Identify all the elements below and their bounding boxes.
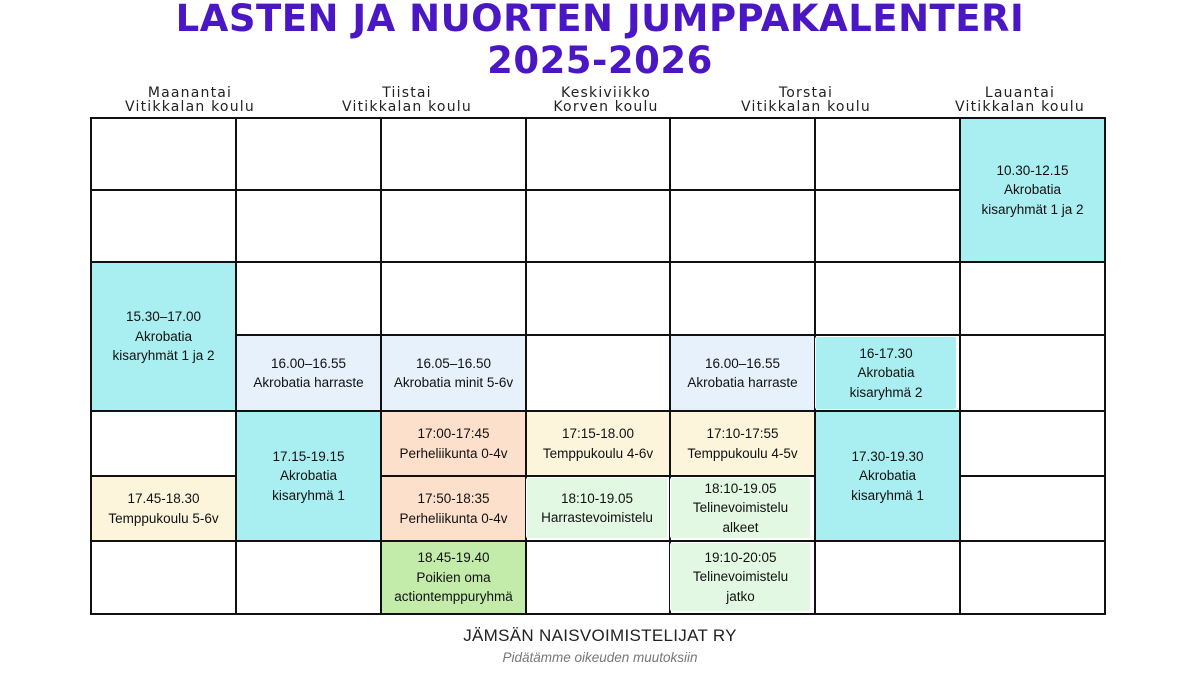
day-name: Lauantai <box>984 85 1056 101</box>
event-time: 19:10-20:05 <box>704 549 777 565</box>
event-time: 17:00-17:45 <box>417 426 490 441</box>
grid-cell <box>90 540 237 615</box>
grid-cell <box>90 117 237 191</box>
event-label: Akrobatia minit 5-6v <box>393 375 514 390</box>
event-label: kisaryhmä 1 <box>851 487 924 503</box>
event-label: kisaryhmä 2 <box>849 384 923 400</box>
event-time: 18:10-19.05 <box>704 480 777 496</box>
schedule-event <box>670 542 811 612</box>
event-time: 18.45-19.40 <box>417 550 490 566</box>
page-title: LASTEN JA NUORTEN JUMPPAKALENTERI <box>175 0 1025 40</box>
schedule-event <box>380 540 527 615</box>
grid-cell <box>380 117 527 191</box>
grid-cell <box>814 117 961 191</box>
event-label: Harrastevoimistelu <box>541 510 653 525</box>
grid-cell <box>814 189 961 263</box>
schedule-event <box>380 410 527 477</box>
grid-cell <box>90 410 237 477</box>
event-label: Temppukoulu 4-5v <box>687 445 798 461</box>
event-time: 17:15-18.00 <box>561 426 635 441</box>
event-label: Akrobatia harraste <box>253 375 364 390</box>
day-place: Vitikkalan koulu <box>125 99 255 115</box>
schedule-event <box>235 334 382 412</box>
day-place: Vitikkalan koulu <box>342 99 472 115</box>
grid-cell <box>814 261 961 336</box>
event-label: Akrobatia <box>134 328 193 344</box>
event-label: kisaryhmä 1 <box>272 487 345 503</box>
event-label: Poikien oma <box>416 569 491 585</box>
day-place: Korven koulu <box>553 99 659 115</box>
event-label: actiontemppuryhmä <box>394 589 513 605</box>
grid-cell <box>380 189 527 263</box>
event-label: Akrobatia <box>1003 182 1062 198</box>
event-label: Temppukoulu 5-6v <box>108 510 219 526</box>
event-time: 17:50-18:35 <box>417 491 490 506</box>
event-time: 16.05–16.50 <box>415 355 492 371</box>
grid-cell <box>669 117 816 191</box>
event-label: alkeet <box>722 519 759 535</box>
day-name: Keskiviikko <box>561 85 651 101</box>
event-time: 10.30-12.15 <box>996 162 1069 178</box>
event-label: Akrobatia <box>279 468 338 484</box>
grid-cell <box>959 410 1106 477</box>
schedule-event <box>670 477 811 539</box>
event-label: kisaryhmät 1 ja 2 <box>112 348 215 364</box>
event-label: Akrobatia <box>857 365 915 381</box>
grid-cell <box>959 540 1106 615</box>
page-subtitle-season: 2025-2026 <box>487 39 713 82</box>
day-place: Vitikkalan koulu <box>955 99 1085 115</box>
grid-cell <box>235 540 382 615</box>
schedule-event <box>90 261 237 412</box>
event-label: Perheliikunta 0-4v <box>399 445 508 461</box>
event-label: kisaryhmät 1 ja 2 <box>981 201 1084 217</box>
grid-cell <box>959 334 1106 412</box>
schedule-event <box>525 410 671 477</box>
event-label: Telinevoimistelu <box>692 500 789 516</box>
grid-cell <box>235 261 382 336</box>
event-time: 17:10-17:55 <box>706 426 779 441</box>
event-time: 17.45-18.30 <box>127 491 200 506</box>
schedule-event <box>380 475 527 542</box>
grid-cell <box>959 475 1106 542</box>
grid-cell <box>525 189 671 263</box>
schedule-event <box>814 410 961 542</box>
grid-cell <box>814 540 961 615</box>
event-time: 17.15-19.15 <box>272 448 345 464</box>
grid-cell <box>669 189 816 263</box>
event-time: 17.30-19.30 <box>851 448 924 464</box>
day-name: Maanantai <box>147 85 233 101</box>
event-time: 16.00–16.55 <box>704 355 781 371</box>
event-label: Akrobatia harraste <box>687 375 798 390</box>
schedule-event <box>669 334 816 412</box>
grid-cell <box>959 261 1106 336</box>
event-time: 16.00–16.55 <box>270 355 347 371</box>
event-time: 18:10-19.05 <box>560 490 634 506</box>
organization-name: JÄMSÄN NAISVOIMISTELIJAT RY <box>463 626 737 645</box>
grid-cell <box>525 334 671 412</box>
event-label: Perheliikunta 0-4v <box>399 510 508 526</box>
event-label: Temppukoulu 4-6v <box>542 445 654 461</box>
grid-cell <box>525 540 671 615</box>
schedule-event <box>235 410 382 542</box>
day-name: Torstai <box>778 85 834 101</box>
day-name: Tiistai <box>382 85 432 101</box>
grid-cell <box>90 189 237 263</box>
event-label: Akrobatia <box>858 468 917 484</box>
grid-cell <box>525 117 671 191</box>
event-time: 16-17.30 <box>859 345 913 361</box>
schedule-event <box>526 477 668 539</box>
schedule-event <box>90 475 237 542</box>
event-label: Telinevoimistelu <box>692 569 789 585</box>
schedule-event <box>959 117 1106 263</box>
schedule-event <box>815 336 957 410</box>
grid-cell <box>525 261 671 336</box>
event-time: 15.30–17.00 <box>125 309 202 325</box>
grid-cell <box>380 261 527 336</box>
disclaimer-note: Pidätämme oikeuden muutoksiin <box>502 650 698 665</box>
grid-cell <box>669 261 816 336</box>
day-place: Vitikkalan koulu <box>741 99 871 115</box>
schedule-event <box>380 334 527 412</box>
schedule-event <box>669 410 816 477</box>
grid-cell <box>235 189 382 263</box>
event-label: jatko <box>726 588 755 604</box>
grid-cell <box>235 117 382 191</box>
